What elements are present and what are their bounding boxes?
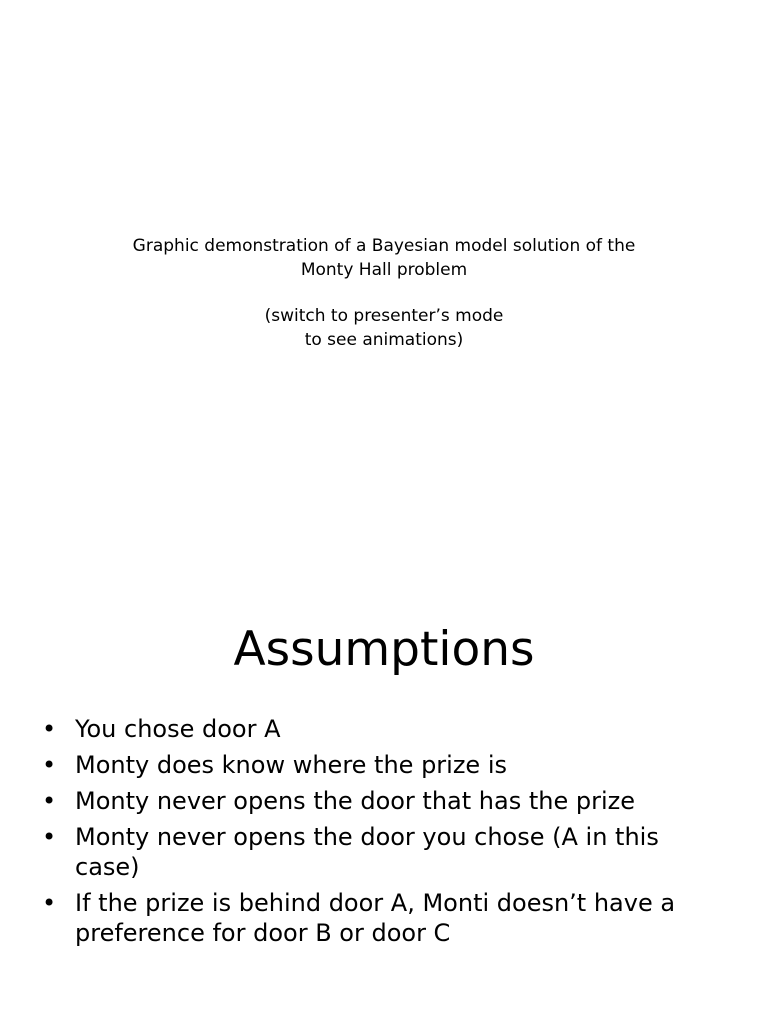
list-item-text: You chose door A <box>75 715 281 743</box>
bullet-dot-icon: • <box>42 787 57 815</box>
list-item-text: Monty never opens the door you chose (A in this case) <box>75 823 659 881</box>
note-line-1: (switch to presenter’s mode <box>264 306 504 326</box>
list-item <box>40 888 730 948</box>
list-item <box>40 786 730 816</box>
title-text-block <box>0 234 768 352</box>
list-item-text: Monty does know where the prize is <box>75 751 507 779</box>
assumptions-list <box>40 714 730 954</box>
bullet-dot-icon: • <box>42 751 57 779</box>
title-spacer <box>0 282 768 304</box>
list-item-text: If the prize is behind door A, Monti doesn’t have a preference for door B or door C <box>75 889 676 947</box>
assumptions-slide <box>0 576 768 1024</box>
bullet-dot-icon: • <box>42 889 57 917</box>
list-item <box>40 750 730 780</box>
note-line-2: to see animations) <box>304 330 464 350</box>
list-item <box>40 822 730 882</box>
list-item-text: Monty never opens the door that has the prize <box>75 787 635 815</box>
slide-heading: Assumptions <box>233 622 535 677</box>
bullet-dot-icon: • <box>42 823 57 851</box>
title-line-2: Monty Hall problem <box>300 260 468 280</box>
title-line-1: Graphic demonstration of a Bayesian model solution of the <box>132 236 636 256</box>
list-item <box>40 714 730 744</box>
bullet-dot-icon: • <box>42 715 57 743</box>
